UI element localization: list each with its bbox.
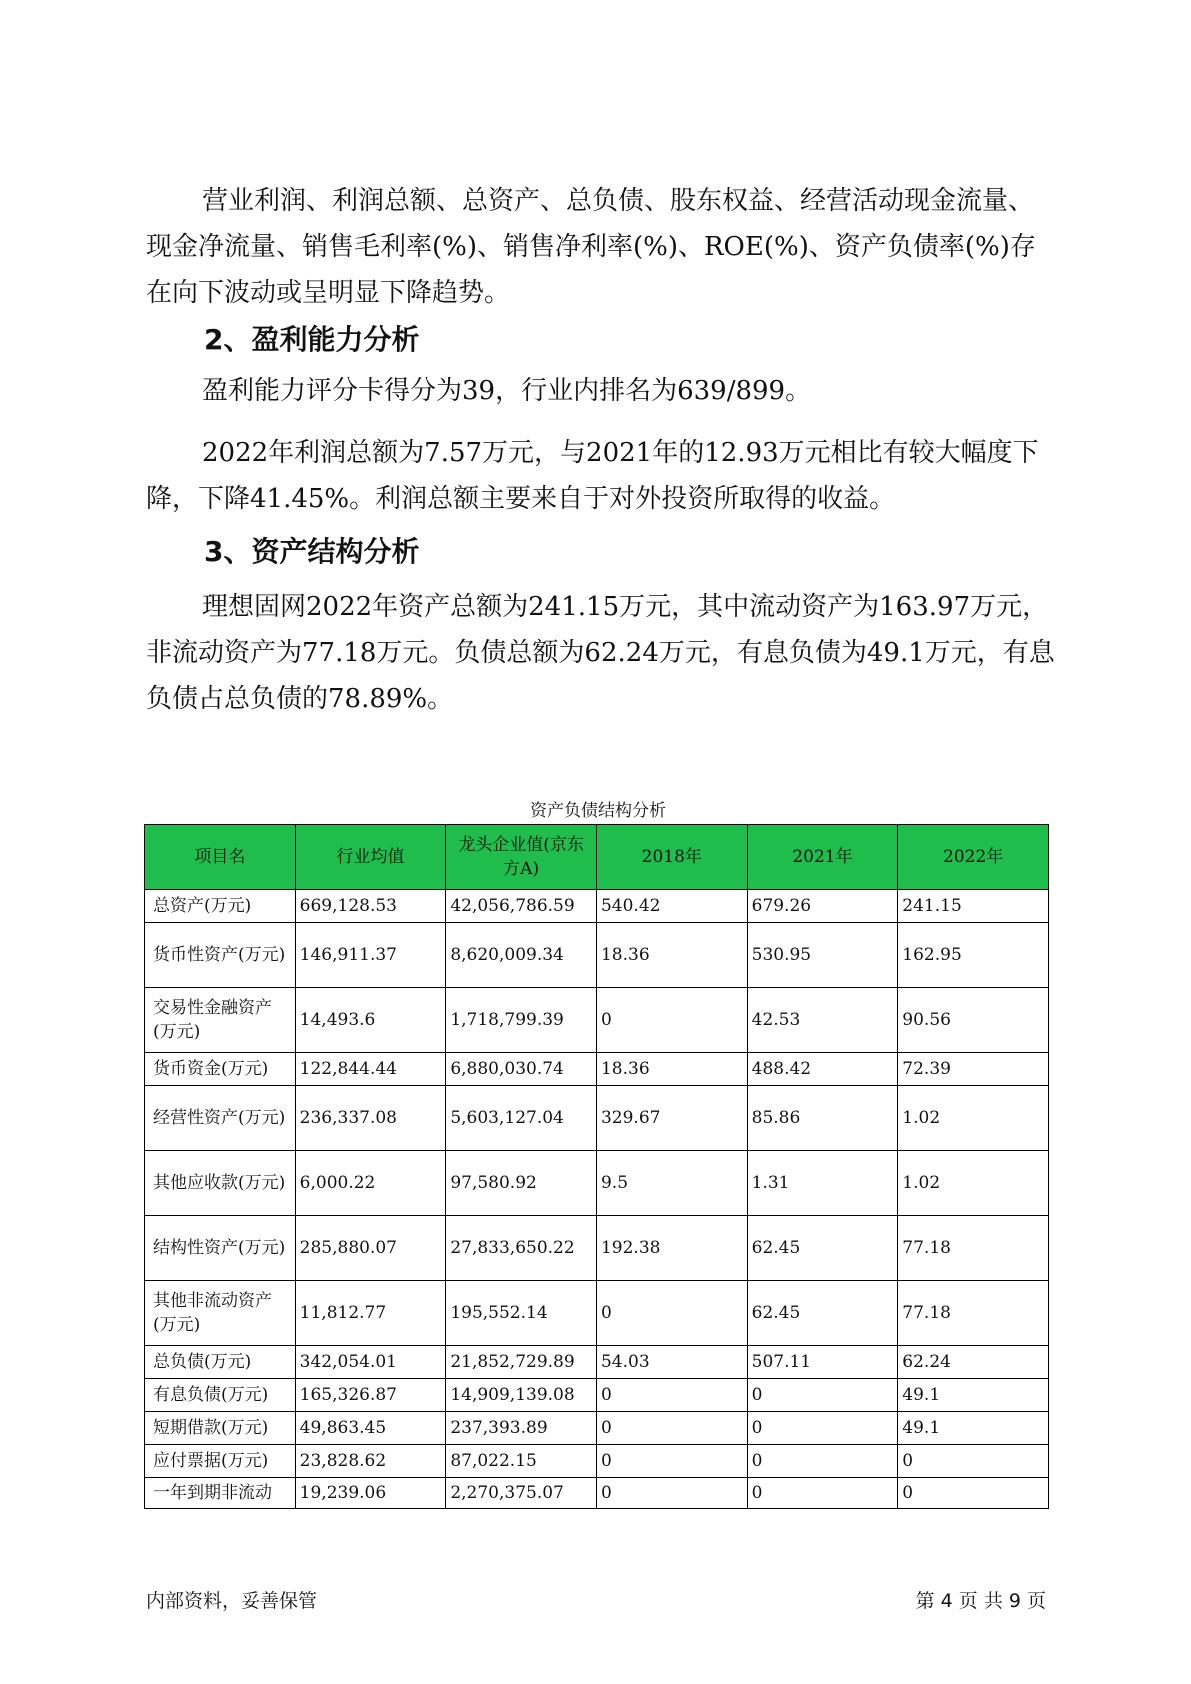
cell-2022: 162.95 bbox=[898, 923, 1049, 988]
cell-industry-avg: 14,493.6 bbox=[295, 988, 446, 1053]
cell-2021: 62.45 bbox=[747, 1216, 898, 1281]
table-row bbox=[145, 1281, 1049, 1346]
table-row bbox=[145, 988, 1049, 1053]
cell-industry-avg: 342,054.01 bbox=[295, 1346, 446, 1379]
intro-paragraph: 营业利润、利润总额、总资产、总负债、股东权益、经营活动现金流量、现金净流量、销售毛利率(%)、销售净利率(%)、ROE(%)、资产负债率(%)存在向下波动或呈明显下降趋势。 bbox=[146, 186, 1036, 308]
row-label: 经营性资产(万元) bbox=[145, 1086, 296, 1151]
cell-leader-value: 42,056,786.59 bbox=[446, 890, 597, 923]
cell-industry-avg: 669,128.53 bbox=[295, 890, 446, 923]
section-heading-asset-structure: 3、资产结构分析 bbox=[204, 535, 420, 568]
row-label: 一年到期非流动 bbox=[145, 1478, 296, 1509]
row-label: 其他非流动资产(万元) bbox=[145, 1281, 296, 1346]
cell-2021: 0 bbox=[747, 1478, 898, 1509]
cell-2021: 85.86 bbox=[747, 1086, 898, 1151]
table-row bbox=[145, 1086, 1049, 1151]
cell-2018: 540.42 bbox=[596, 890, 747, 923]
cell-leader-value: 6,880,030.74 bbox=[446, 1053, 597, 1086]
cell-2018: 0 bbox=[596, 1445, 747, 1478]
header-leader-value: 龙头企业值(京东方A) bbox=[446, 825, 597, 890]
cell-2021: 679.26 bbox=[747, 890, 898, 923]
page-number: 第 4 页 共 9 页 bbox=[915, 1590, 1046, 1612]
cell-industry-avg: 285,880.07 bbox=[295, 1216, 446, 1281]
table-row bbox=[145, 1478, 1049, 1509]
row-label: 货币资金(万元) bbox=[145, 1053, 296, 1086]
cell-2018: 18.36 bbox=[596, 1053, 747, 1086]
footer-confidential-note: 内部资料，妥善保管 bbox=[146, 1590, 318, 1612]
cell-leader-value: 5,603,127.04 bbox=[446, 1086, 597, 1151]
row-label: 交易性金融资产(万元) bbox=[145, 988, 296, 1053]
cell-industry-avg: 23,828.62 bbox=[295, 1445, 446, 1478]
cell-2021: 0 bbox=[747, 1445, 898, 1478]
table-row bbox=[145, 1412, 1049, 1445]
cell-2018: 0 bbox=[596, 988, 747, 1053]
cell-2018: 192.38 bbox=[596, 1216, 747, 1281]
cell-2018: 9.5 bbox=[596, 1151, 747, 1216]
table-row bbox=[145, 1151, 1049, 1216]
cell-2022: 49.1 bbox=[898, 1379, 1049, 1412]
cell-leader-value: 2,270,375.07 bbox=[446, 1478, 597, 1509]
row-label: 有息负债(万元) bbox=[145, 1379, 296, 1412]
cell-2022: 62.24 bbox=[898, 1346, 1049, 1379]
row-label: 总负债(万元) bbox=[145, 1346, 296, 1379]
cell-industry-avg: 165,326.87 bbox=[295, 1379, 446, 1412]
cell-2021: 0 bbox=[747, 1379, 898, 1412]
section-heading-profitability: 2、盈利能力分析 bbox=[204, 323, 420, 356]
cell-leader-value: 195,552.14 bbox=[446, 1281, 597, 1346]
cell-industry-avg: 146,911.37 bbox=[295, 923, 446, 988]
cell-2022: 77.18 bbox=[898, 1216, 1049, 1281]
cell-leader-value: 87,022.15 bbox=[446, 1445, 597, 1478]
header-2022: 2022年 bbox=[898, 825, 1049, 890]
cell-2021: 0 bbox=[747, 1412, 898, 1445]
row-label: 总资产(万元) bbox=[145, 890, 296, 923]
cell-industry-avg: 11,812.77 bbox=[295, 1281, 446, 1346]
cell-2021: 530.95 bbox=[747, 923, 898, 988]
cell-industry-avg: 122,844.44 bbox=[295, 1053, 446, 1086]
cell-2018: 0 bbox=[596, 1412, 747, 1445]
cell-2022: 49.1 bbox=[898, 1412, 1049, 1445]
cell-2018: 18.36 bbox=[596, 923, 747, 988]
cell-industry-avg: 236,337.08 bbox=[295, 1086, 446, 1151]
cell-2021: 42.53 bbox=[747, 988, 898, 1053]
cell-2022: 72.39 bbox=[898, 1053, 1049, 1086]
header-industry-avg: 行业均值 bbox=[295, 825, 446, 890]
cell-2021: 488.42 bbox=[747, 1053, 898, 1086]
table-row bbox=[145, 1216, 1049, 1281]
header-item-name: 项目名 bbox=[145, 825, 296, 890]
cell-2022: 90.56 bbox=[898, 988, 1049, 1053]
table-caption: 资产负债结构分析 bbox=[530, 801, 666, 821]
cell-leader-value: 237,393.89 bbox=[446, 1412, 597, 1445]
cell-leader-value: 97,580.92 bbox=[446, 1151, 597, 1216]
cell-2018: 0 bbox=[596, 1379, 747, 1412]
cell-leader-value: 8,620,009.34 bbox=[446, 923, 597, 988]
row-label: 应付票据(万元) bbox=[145, 1445, 296, 1478]
cell-2022: 1.02 bbox=[898, 1086, 1049, 1151]
cell-2021: 1.31 bbox=[747, 1151, 898, 1216]
cell-2022: 0 bbox=[898, 1445, 1049, 1478]
asset-structure-paragraph: 理想固网2022年资产总额为241.15万元，其中流动资产为163.97万元，非流动资产为77.18万元。负债总额为62.24万元，有息负债为49.1万元，有息负债占总负债的78.89%。 bbox=[146, 592, 1055, 714]
cell-2022: 77.18 bbox=[898, 1281, 1049, 1346]
cell-2021: 62.45 bbox=[747, 1281, 898, 1346]
table-row bbox=[145, 923, 1049, 988]
cell-industry-avg: 19,239.06 bbox=[295, 1478, 446, 1509]
row-label: 其他应收款(万元) bbox=[145, 1151, 296, 1216]
table-header-row bbox=[145, 825, 1049, 890]
cell-2018: 0 bbox=[596, 1478, 747, 1509]
table-row bbox=[145, 1346, 1049, 1379]
profit-change-paragraph: 2022年利润总额为7.57万元，与2021年的12.93万元相比有较大幅度下降，下降41.45%。利润总额主要来自于对外投资所取得的收益。 bbox=[146, 438, 1039, 514]
row-label: 货币性资产(万元) bbox=[145, 923, 296, 988]
cell-leader-value: 14,909,139.08 bbox=[446, 1379, 597, 1412]
cell-2018: 0 bbox=[596, 1281, 747, 1346]
cell-leader-value: 1,718,799.39 bbox=[446, 988, 597, 1053]
table-row bbox=[145, 890, 1049, 923]
table-row bbox=[145, 1053, 1049, 1086]
balance-sheet-table bbox=[144, 824, 1049, 1509]
profitability-score-paragraph: 盈利能力评分卡得分为39，行业内排名为639/899。 bbox=[202, 376, 812, 406]
cell-industry-avg: 6,000.22 bbox=[295, 1151, 446, 1216]
cell-industry-avg: 49,863.45 bbox=[295, 1412, 446, 1445]
table-row bbox=[145, 1379, 1049, 1412]
header-2021: 2021年 bbox=[747, 825, 898, 890]
cell-2022: 241.15 bbox=[898, 890, 1049, 923]
cell-2022: 1.02 bbox=[898, 1151, 1049, 1216]
row-label: 结构性资产(万元) bbox=[145, 1216, 296, 1281]
cell-2021: 507.11 bbox=[747, 1346, 898, 1379]
row-label: 短期借款(万元) bbox=[145, 1412, 296, 1445]
cell-leader-value: 27,833,650.22 bbox=[446, 1216, 597, 1281]
cell-2022: 0 bbox=[898, 1478, 1049, 1509]
cell-leader-value: 21,852,729.89 bbox=[446, 1346, 597, 1379]
table-row bbox=[145, 1445, 1049, 1478]
cell-2018: 329.67 bbox=[596, 1086, 747, 1151]
cell-2018: 54.03 bbox=[596, 1346, 747, 1379]
header-2018: 2018年 bbox=[596, 825, 747, 890]
